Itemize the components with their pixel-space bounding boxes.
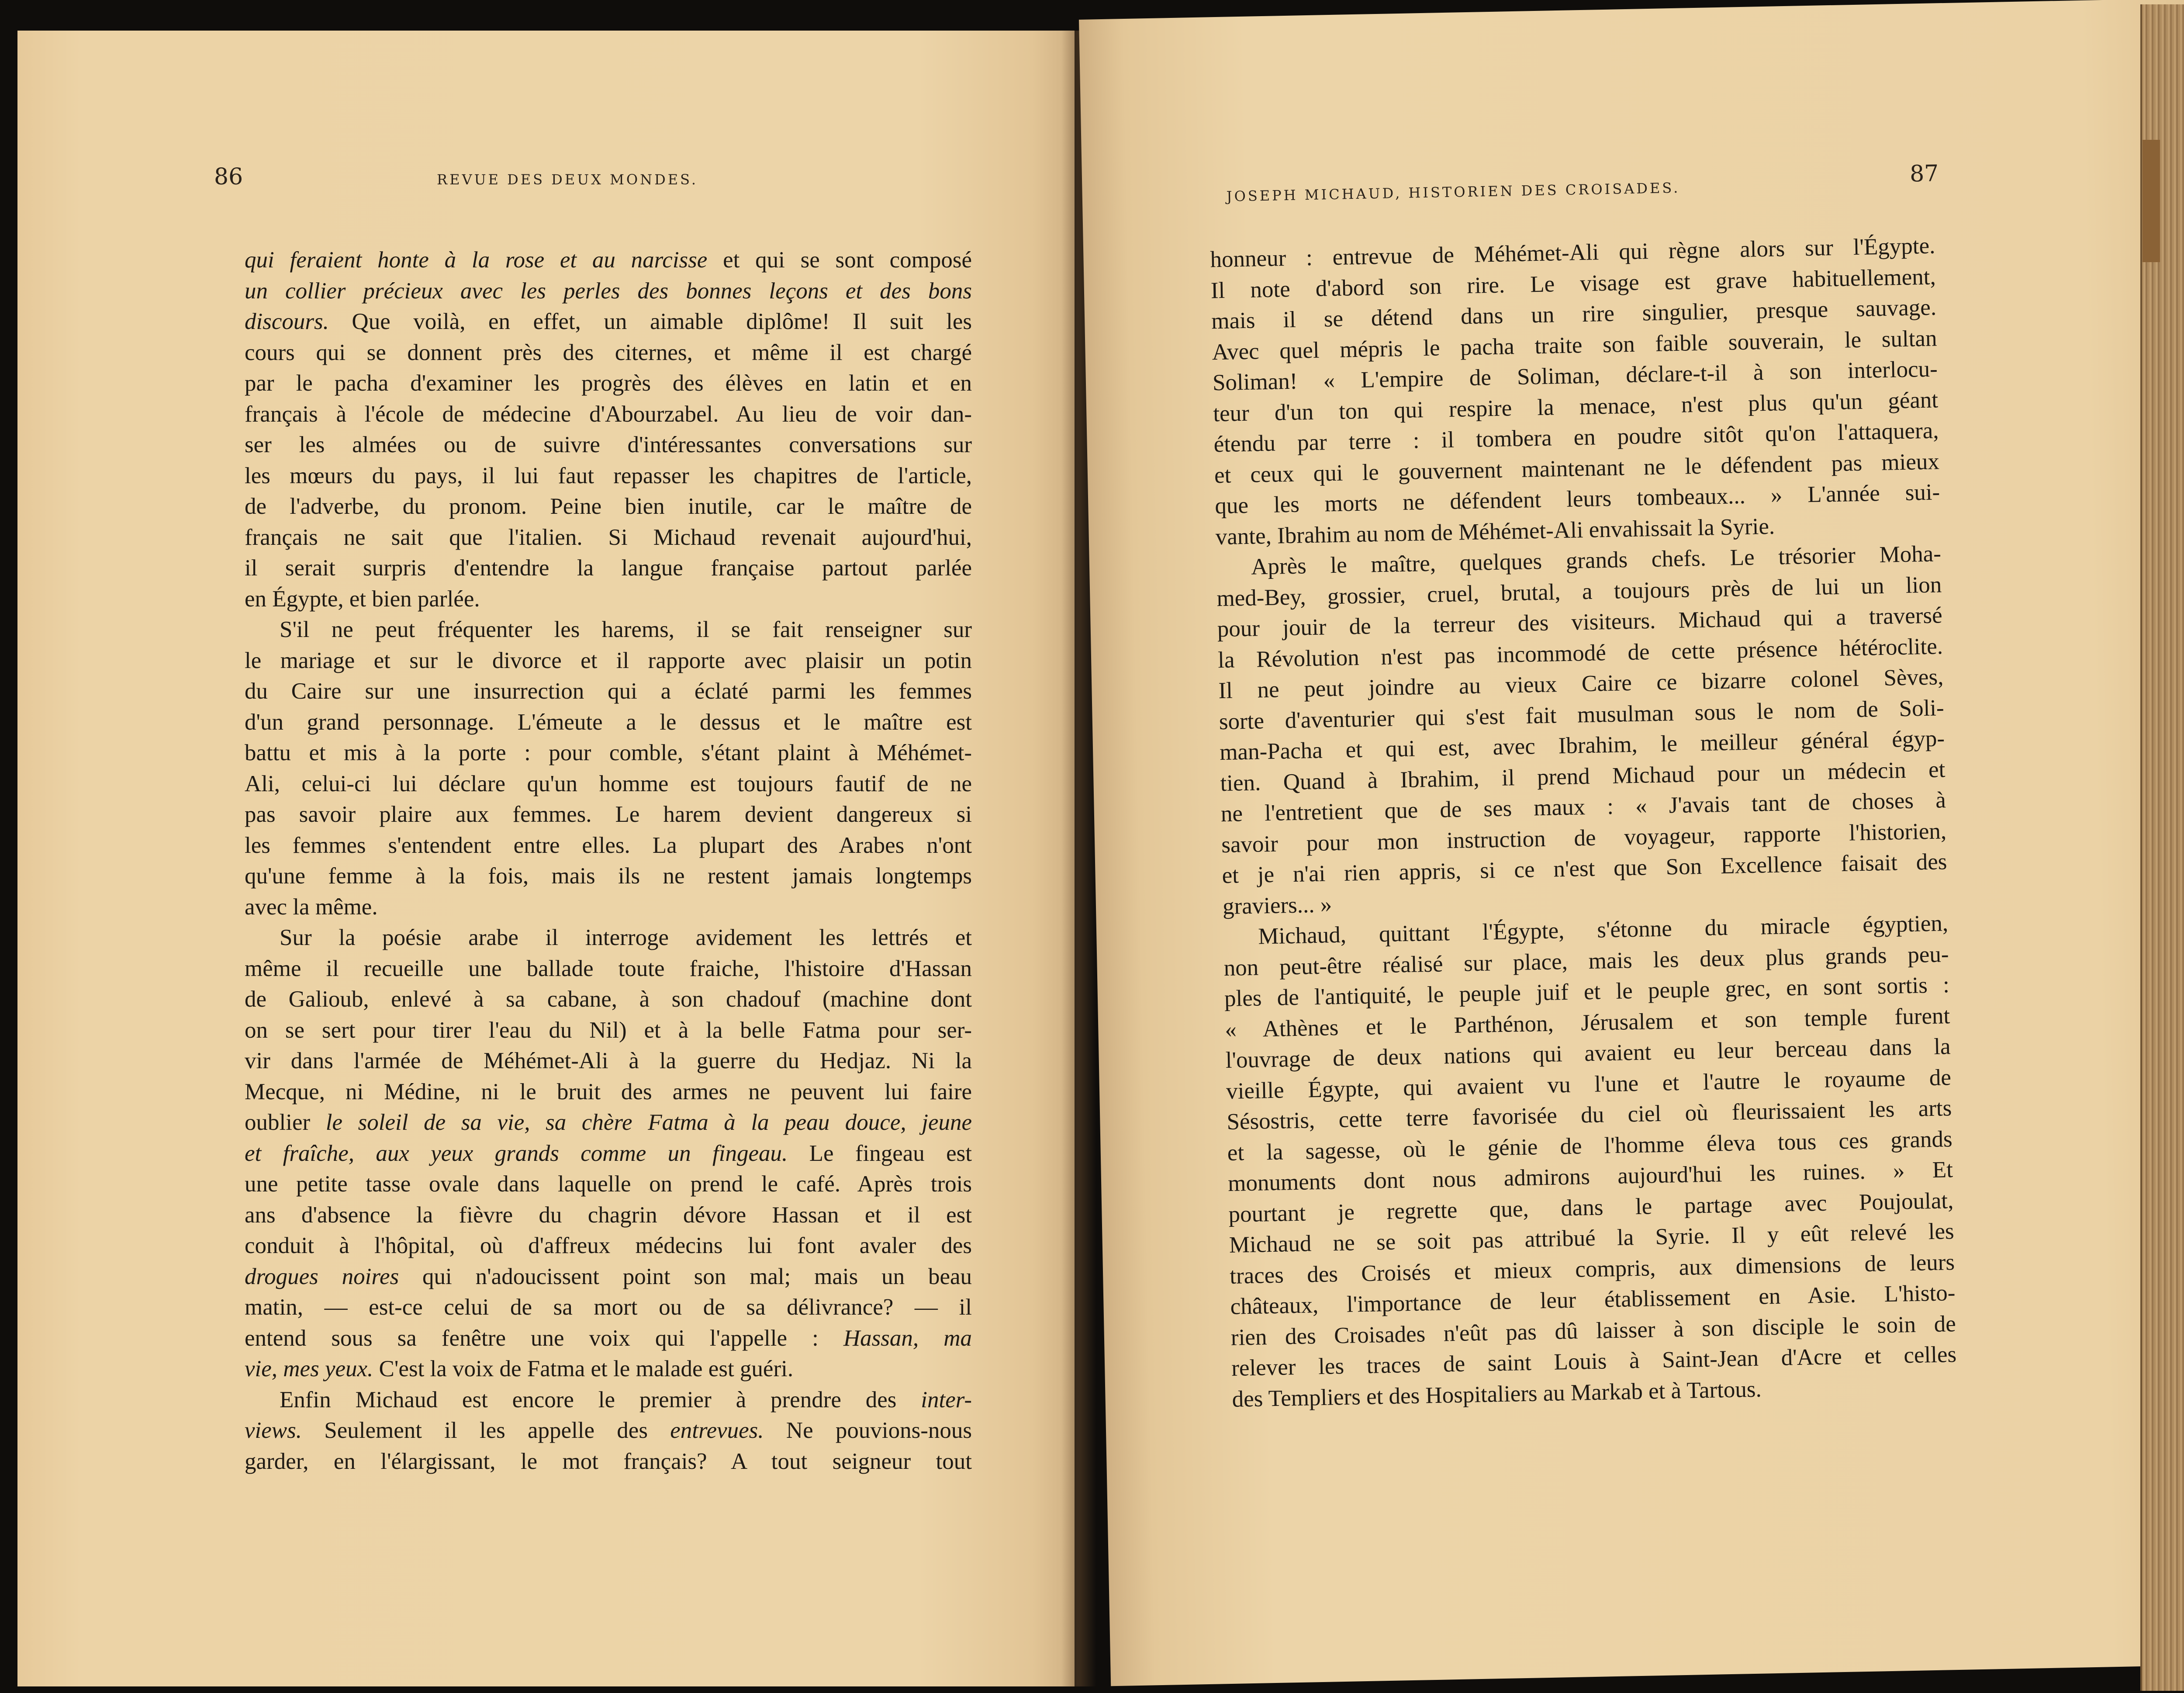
- text-line: [245, 1169, 972, 1200]
- text-line: [245, 1046, 972, 1077]
- text-segment: vieille Égypte, qui avaient vu l'une et l'autre le royaume de: [1226, 1064, 1952, 1104]
- text-line: [245, 676, 972, 707]
- text-line: [245, 429, 972, 460]
- text-line: [245, 276, 972, 307]
- text-line: [245, 830, 972, 861]
- text-segment: Ali, celui-ci lui déclare qu'un homme est toujours fautif de ne: [245, 771, 972, 796]
- text-segment: le mariage et sur le divorce et il rapporte avec plaisir un potin: [245, 647, 972, 673]
- text-segment: traces des Croisés et mieux compris, aux dimensions de leurs: [1229, 1249, 1955, 1289]
- text-segment: sorte d'aventurier qui s'est fait musulman sous le nom de Soli-: [1219, 695, 1945, 734]
- text-segment: l'ouvrage de deux nations qui avaient eu leur berceau dans la: [1225, 1034, 1951, 1073]
- text-segment: pour jouir de la terreur des visiteurs. Michaud qui a traversé: [1217, 602, 1943, 642]
- text-segment: Ne pouvions-nous: [764, 1418, 972, 1443]
- page-number: 86: [214, 164, 243, 190]
- text-segment: cours qui se donnent près des citernes, et même il est chargé: [245, 339, 972, 365]
- text-line: [245, 584, 972, 615]
- text-segment: les mœurs du pays, il lui faut repasser les chapitres de l'article,: [245, 463, 972, 488]
- text-segment: étendu par terre : il tombera en poudre sitôt qu'on l'attaquera,: [1213, 418, 1939, 457]
- text-segment: une petite tasse ovale dans laquelle on prend le café. Après trois: [245, 1171, 972, 1197]
- text-segment: Il note d'abord son rire. Le visage est grave habituellement,: [1210, 263, 1936, 303]
- text-segment: d'un grand personnage. L'émeute a le dessus et le maître est: [245, 709, 972, 735]
- text-segment: entend sous sa fenêtre une voix qui l'appelle :: [245, 1325, 843, 1351]
- text-line: [245, 1077, 972, 1108]
- text-line: [245, 1200, 972, 1231]
- text-segment: et la sagesse, où le génie de l'homme éleva tous ces grands: [1227, 1126, 1953, 1166]
- text-segment: Soliman! « L'empire de Soliman, déclare-t-il à son interlocu-: [1212, 356, 1938, 396]
- text-segment: mais il se détend dans un rire singulier, presque sauvage.: [1211, 294, 1937, 334]
- text-segment: de l'adverbe, du pronom. Peine bien inutile, car le maître de: [245, 494, 972, 519]
- text-line: [245, 799, 972, 830]
- text-segment: français ne sait que l'italien. Si Michaud revenait aujourd'hui,: [245, 524, 972, 550]
- text-line: [245, 737, 972, 769]
- page-body: [1210, 230, 1957, 1414]
- text-segment: la Révolution n'est pas incommodé de cette présence hétéroclite.: [1217, 633, 1943, 673]
- running-head: JOSEPH MICHAUD, HISTORIEN DES CROISADES.: [1226, 179, 1680, 205]
- text-segment: Que voilà, en effet, un aimable diplôme! Il suit les: [328, 309, 972, 334]
- text-segment: et ceux qui le gouvernent maintenant ne le défendent pas mieux: [1214, 448, 1940, 488]
- text-segment: rien des Croisades n'eût pas dû laisser à son disciple le soin de: [1230, 1311, 1956, 1350]
- text-segment: Sésostris, cette terre favorisée du ciel où fleurissaient les arts: [1226, 1095, 1952, 1135]
- text-line: [245, 1107, 972, 1138]
- text-line: [245, 1261, 972, 1292]
- italic-text: drogues noires: [245, 1264, 399, 1289]
- text-segment: teur d'un ton qui respire la menace, n'est plus qu'un géant: [1213, 387, 1939, 426]
- text-segment: Avec quel mépris le pacha traite son faible souverain, le sultan: [1212, 325, 1937, 365]
- text-segment: savoir pour mon instruction de voyageur, rapporte l'historien,: [1221, 818, 1947, 858]
- text-segment: matin, — est-ce celui de sa mort ou de sa délivrance? — il: [245, 1295, 972, 1320]
- text-segment: vante, Ibrahim au nom de Méhémet-Ali envahissait la Syrie.: [1215, 513, 1775, 550]
- text-line: [245, 922, 972, 953]
- text-segment: qui n'adoucissent point son mal; mais un beau: [399, 1264, 972, 1289]
- text-segment: C'est la voix de Fatma et le malade est guéri.: [373, 1356, 794, 1381]
- text-segment: Michaud, quittant l'Égypte, s'étonne du miracle égyptien,: [1258, 911, 1949, 949]
- text-segment: il serait surpris d'entendre la langue française partout parlée: [245, 555, 972, 581]
- text-segment: non peut-être réalisé sur place, mais les deux plus grands peu-: [1223, 941, 1949, 981]
- text-segment: Le fingeau est: [788, 1140, 972, 1166]
- text-line: [245, 1015, 972, 1046]
- text-segment: du Caire sur une insurrection qui a éclaté parmi les femmes: [245, 679, 972, 704]
- text-line: [245, 1354, 972, 1385]
- text-line: [245, 1138, 972, 1169]
- text-segment: ples de l'antiquité, le peuple juif et le peuple grec, en sont sortis :: [1224, 972, 1950, 1012]
- text-segment: Michaud ne se soit pas attribué la Syrie. Il y eût relevé les: [1229, 1219, 1955, 1258]
- page-number: 87: [1909, 160, 1939, 187]
- text-segment: monuments dont nous admirons aujourd'hui les ruines. » Et: [1227, 1157, 1953, 1196]
- text-line: [245, 614, 972, 645]
- text-line: [245, 892, 972, 923]
- text-segment: et je n'ai rien appris, si ce n'est que Son Excellence faisait des: [1222, 849, 1947, 889]
- text-segment: et qui se sont composé: [707, 247, 972, 273]
- text-segment: oublier: [245, 1110, 326, 1135]
- text-segment: tien. Quand à Ibrahim, il prend Michaud pour un médecin et: [1220, 756, 1946, 796]
- text-segment: honneur : entrevue de Méhémet-Ali qui règne alors sur l'Égypte.: [1210, 233, 1935, 273]
- text-segment: Il ne peut joindre au vieux Caire ce bizarre colonel Sèves,: [1218, 664, 1944, 704]
- page-edge-marker: [2143, 140, 2160, 262]
- text-line: [245, 337, 972, 368]
- italic-text: inter-: [921, 1387, 972, 1413]
- text-line: [245, 707, 972, 738]
- text-line: [245, 861, 972, 892]
- text-line: [245, 953, 972, 984]
- text-line: [245, 399, 972, 430]
- text-segment: que les morts ne défendent leurs tombeaux... » L'année sui-: [1214, 479, 1940, 519]
- italic-text: qui feraient honte à la rose et au narcisse: [245, 247, 708, 273]
- text-segment: ser les almées ou de suivre d'intéressantes conversations sur: [245, 432, 972, 457]
- text-segment: ne l'entretient que de ses maux : « J'avais tant de choses à: [1220, 787, 1946, 827]
- text-segment: conduit à l'hôpital, où d'affreux médecins lui font avaler des: [245, 1233, 972, 1258]
- text-line: [245, 1385, 972, 1416]
- text-segment: même il recueille une ballade toute fraiche, l'histoire d'Hassan: [245, 956, 972, 981]
- italic-text: le soleil de sa vie, sa chère Fatma à la peau douce, jeune: [325, 1110, 972, 1135]
- text-segment: Mecque, ni Médine, ni le bruit des armes ne peuvent lui faire: [245, 1079, 972, 1104]
- text-segment: ans d'absence la fièvre du chagrin dévore Hassan et il est: [245, 1202, 972, 1228]
- text-line: [245, 1323, 972, 1354]
- text-segment: man-Pacha et qui est, avec Ibrahim, le meilleur général égyp-: [1219, 726, 1945, 765]
- text-segment: Seulement il les appelle des: [302, 1418, 670, 1443]
- text-segment: Enfin Michaud est encore le premier à prendre des: [280, 1387, 921, 1413]
- text-segment: les femmes s'entendent entre elles. La plupart des Arabes n'ont: [245, 832, 972, 858]
- text-segment: avec la même.: [245, 894, 378, 920]
- text-line: [245, 984, 972, 1015]
- text-segment: « Athènes et le Parthénon, Jérusalem et son temple furent: [1224, 1003, 1950, 1042]
- text-segment: en Égypte, et bien parlée.: [245, 586, 480, 612]
- text-line: [245, 1230, 972, 1261]
- italic-text: discours.: [245, 309, 329, 334]
- text-line: [245, 368, 972, 399]
- text-line: [245, 553, 972, 584]
- text-line: [245, 1446, 972, 1477]
- text-segment: des Templiers et des Hospitaliers au Markab et à Tartous.: [1232, 1376, 1762, 1412]
- text-segment: Après le maître, quelques grands chefs. Le trésorier Moha-: [1251, 541, 1942, 580]
- running-head: REVUE DES DEUX MONDES.: [437, 171, 698, 188]
- italic-text: et fraîche, aux yeux grands comme un fingeau.: [245, 1140, 788, 1166]
- text-line: [245, 522, 972, 553]
- text-segment: Sur la poésie arabe il interroge avidement les lettrés et: [280, 925, 972, 950]
- text-segment: garder, en l'élargissant, le mot français? A tout seigneur tout: [245, 1448, 972, 1474]
- text-segment: S'il ne peut fréquenter les harems, il se fait renseigner sur: [280, 617, 972, 642]
- page-body: [245, 245, 972, 1477]
- italic-text: entrevues.: [670, 1418, 764, 1443]
- left-page: [17, 31, 1075, 1686]
- italic-text: views.: [245, 1418, 302, 1443]
- text-segment: relever les traces de saint Louis à Saint-Jean d'Acre et celles: [1231, 1342, 1957, 1381]
- text-segment: on se sert pour tirer l'eau du Nil) et à la belle Fatma pour ser-: [245, 1017, 972, 1043]
- text-segment: par le pacha d'examiner les progrès des élèves en latin et en: [245, 370, 972, 396]
- text-line: [245, 1292, 972, 1323]
- text-segment: châteaux, l'importance de leur établissement en Asie. L'histo-: [1230, 1280, 1956, 1319]
- italic-text: vie, mes yeux.: [245, 1356, 373, 1381]
- text-segment: qu'une femme à la fois, mais ils ne restent jamais longtemps: [245, 863, 972, 889]
- text-segment: med-Bey, grossier, cruel, brutal, a toujours près de lui un lion: [1216, 571, 1942, 611]
- text-segment: de Galioub, enlevé à sa cabane, à son chadouf (machine dont: [245, 987, 972, 1012]
- text-line: [245, 491, 972, 522]
- text-segment: pourtant je regrette que, dans le partage avec Poujoulat,: [1228, 1188, 1954, 1227]
- italic-text: un collier précieux avec les perles des bonnes leçons et des bons: [245, 278, 972, 304]
- text-segment: pas savoir plaire aux femmes. Le harem devient dangereux si: [245, 802, 972, 827]
- text-segment: français à l'école de médecine d'Abourzabel. Au lieu de voir dan-: [245, 401, 972, 427]
- text-line: [245, 1415, 972, 1446]
- text-segment: vir dans l'armée de Méhémet-Ali à la guerre du Hedjaz. Ni la: [245, 1048, 972, 1073]
- text-segment: graviers... »: [1222, 891, 1332, 919]
- italic-text: Hassan, ma: [843, 1325, 972, 1351]
- text-segment: battu et mis à la porte : pour comble, s'étant plaint à Méhémet-: [245, 740, 972, 765]
- right-page: [1079, 0, 2184, 1686]
- text-line: [245, 245, 972, 276]
- text-line: [245, 769, 972, 800]
- text-line: [245, 645, 972, 676]
- text-line: [245, 306, 972, 337]
- text-line: [245, 460, 972, 492]
